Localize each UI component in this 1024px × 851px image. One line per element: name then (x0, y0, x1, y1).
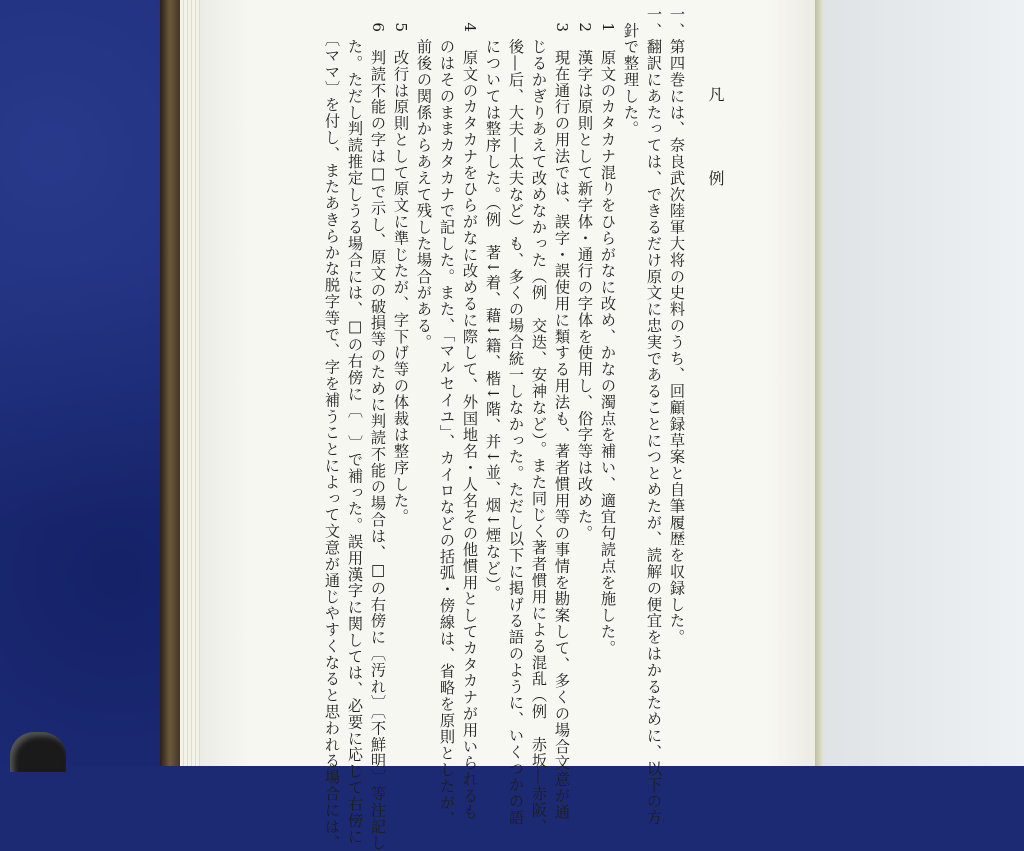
text-line-7: じるかぎりあえて改めなかった（例 交迭、安神など）。また同じく著者慣用による混乱（例 赤坂―赤阪、 (530, 6, 548, 835)
page-text (262, 6, 727, 851)
text-line-3: 針で整理した。 (622, 6, 640, 138)
text-line-12: 前後の関係からあえて残した場合がある。 (415, 6, 433, 351)
text-line-16: 〔ママ〕を付し、またあきらかな脱字等で、字を補うことによって文意が通じやすくなると思われる場合には、 (323, 6, 341, 851)
page-title: 凡 例 (706, 86, 725, 212)
text-line-6: 3 現在通行の用法では、誤字・誤使用に類する用法も、著者慣用等の事情を勘案して、多くの場合文意が通 (553, 6, 571, 821)
backdrop (823, 0, 1024, 766)
book-spine (160, 0, 182, 766)
text-line-11: のはそのままカタカナで記した。また、「マルセイユ」、カイロなどの括弧・傍線は、省略を原則としたが、 (438, 6, 456, 828)
text-line-5: 2 漢字は原則として新字体・通行の字体を使用し、俗字等は改めた。 (576, 6, 594, 542)
text-line-14: 6 判読不能の字は□で示し、原文の破損等のために判読不能の場合は、□の右傍に〔汚れ〕〔不鮮明〕等注記し (369, 6, 387, 851)
text-line-8: 後―后、大夫―太夫など）も、多くの場合統一しなかった。ただし以下に掲げる語のように、いくつかの語 (507, 6, 525, 826)
text-line-15: た。ただし判読推定しうる場合には、□の右傍に〔 〕で補った。誤用漢字に関しては、必要に応じて右傍に (346, 6, 364, 846)
text-line-13: 5 改行は原則として原文に準じたが、字下げ等の体裁は整序した。 (392, 6, 410, 526)
binder-clip (10, 732, 66, 772)
text-line-4: 1 原文のカタカナ混りをひらがなに改め、かなの濁点を補い、適宜句読点を施した。 (599, 6, 617, 657)
cover-edge (815, 0, 823, 766)
text-line-9: については整序した。（例 著↓着、藉↓籍、楷↓階、并↓並、烟↓煙など）。 (484, 6, 502, 602)
blue-cloth-background (0, 0, 168, 766)
text-line-10: 4 原文のカタカナをひらがなに改めるに際して、外国地名・人名その他慣用としてカタカナが用いられるも (461, 6, 479, 821)
text-line-1: 一、第四巻には、奈良武次陸軍大将の史料のうち、回顧録草案と自筆履歴を収録した。 (668, 6, 686, 646)
text-line-2: 一、翻訳にあたっては、できるだけ原文に忠実であることにつとめたが、読解の便宜をはかるために、以下の方 (645, 6, 663, 826)
